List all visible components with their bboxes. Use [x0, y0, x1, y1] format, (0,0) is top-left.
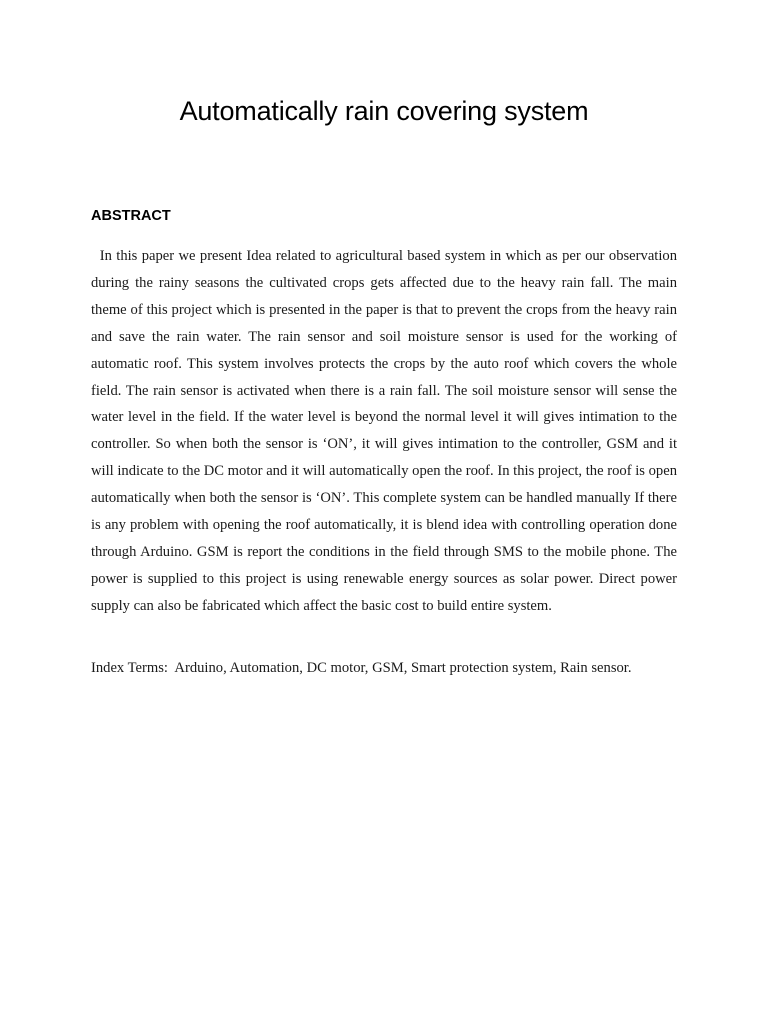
- index-terms: Index Terms: Arduino, Automation, DC motor, GSM, Smart protection system, Rain sensor.: [91, 660, 632, 676]
- abstract-paragraph: In this paper we present Idea related to agricultural based system in which as per our observation during the rainy seasons the cultivated crops gets affected due to the heavy rain fall. The main theme of this project which is presented in the paper is that to prevent the crops from the heavy rain and save the rain water. The rain sensor and soil moisture sensor is used for the working of automatic roof. This system involves protects the crops by the auto roof which covers the whole field. The rain sensor is activated when there is a rain fall. The soil moisture sensor will sense the water level in the field. If the water level is beyond the normal level it will gives intimation to the controller. So when both the sensor is ‘ON’, it will gives intimation to the controller, GSM and it will indicate to the DC motor and it will automatically open the roof. In this project, the roof is open automatically when both the sensor is ‘ON’. This complete system can be handled manually If there is any problem with opening the roof automatically, it is blend idea with controlling operation done through Arduino. GSM is report the conditions in the field through SMS to the mobile phone. The power is supplied to this project is using renewable energy sources as solar power. Direct power supply can also be fabricated which affect the basic cost to build entire system.: [91, 248, 681, 614]
- paper-title: Automatically rain covering system: [179, 96, 589, 126]
- abstract-heading: ABSTRACT: [91, 208, 171, 224]
